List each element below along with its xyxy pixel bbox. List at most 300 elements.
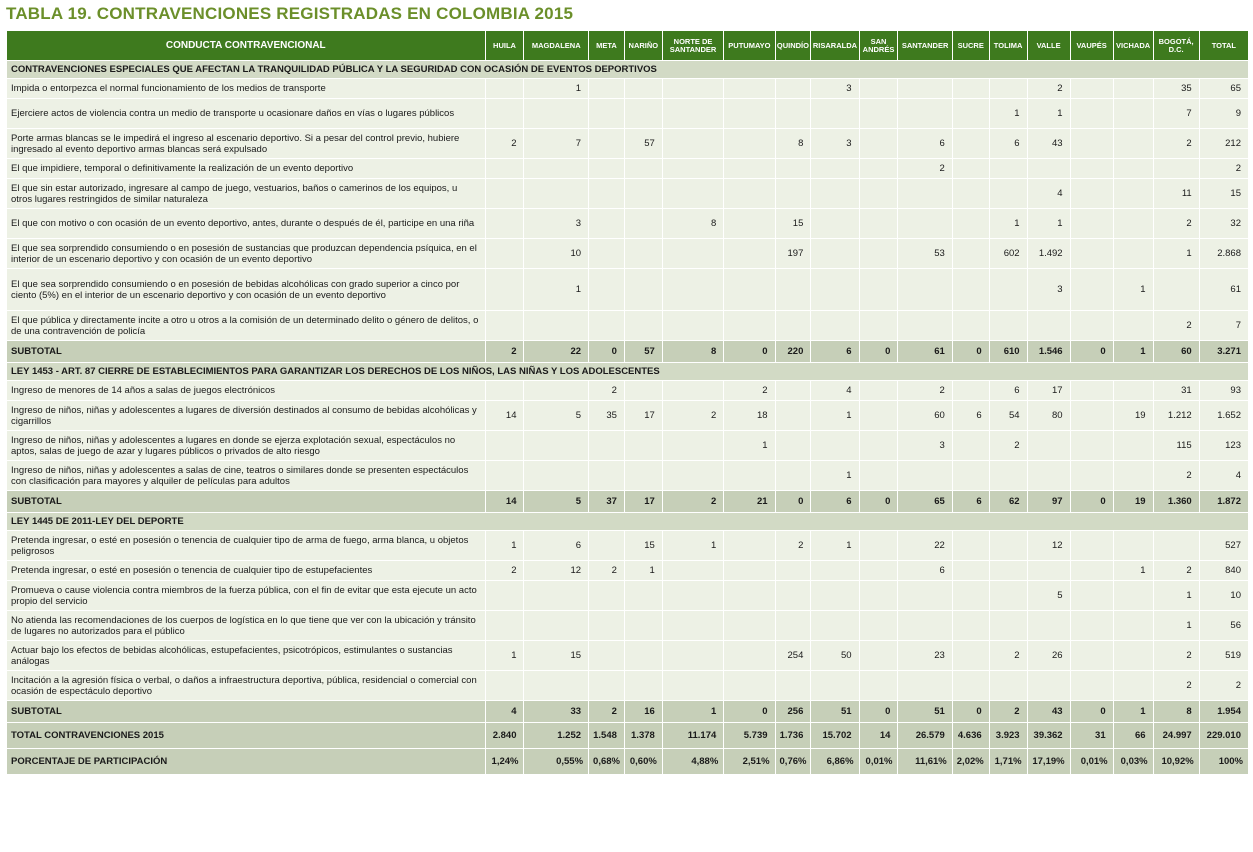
value-cell: 602 [989,239,1027,269]
value-cell: 6 [898,129,952,159]
value-cell [524,581,589,611]
value-cell [775,99,811,129]
value-cell [724,79,775,99]
value-cell [724,461,775,491]
value-cell [1070,461,1113,491]
value-cell [589,671,625,701]
value-cell [952,159,989,179]
value-cell [724,311,775,341]
value-cell: 22 [898,531,952,561]
value-cell [898,269,952,311]
value-cell: 2 [485,561,524,581]
subtotal-cell: 2 [989,701,1027,723]
value-cell: 7 [524,129,589,159]
subtotal-cell: 2 [485,341,524,363]
value-cell: 4 [811,381,859,401]
header-col: TOTAL [1199,31,1248,61]
value-cell [1070,239,1113,269]
value-cell: 2 [724,381,775,401]
subtotal-label: SUBTOTAL [7,341,486,363]
table-row [7,671,1249,701]
total-row-cell: 14 [859,723,898,749]
value-cell [811,159,859,179]
percent-row-cell: 0,01% [1070,749,1113,775]
subtotal-cell: 0 [859,341,898,363]
subtotal-cell: 5 [524,491,589,513]
table-row [7,611,1249,641]
value-cell: 2 [1153,671,1199,701]
value-cell [1113,179,1153,209]
value-cell [1113,129,1153,159]
value-cell [662,671,723,701]
value-cell [1027,159,1070,179]
value-cell [1070,99,1113,129]
value-cell [989,159,1027,179]
value-cell [1070,311,1113,341]
value-cell [898,611,952,641]
percent-row-cell: 0,01% [859,749,898,775]
value-cell: 35 [589,401,625,431]
value-cell [485,209,524,239]
subtotal-cell: 65 [898,491,952,513]
value-cell [624,461,662,491]
value-cell: 15 [1199,179,1248,209]
percent-row-cell: 4,88% [662,749,723,775]
value-cell [485,431,524,461]
value-cell [811,99,859,129]
value-cell: 8 [662,209,723,239]
value-cell [859,239,898,269]
value-cell: 3 [811,129,859,159]
value-cell [811,179,859,209]
row-label: Porte armas blancas se le impedirá el ingreso al escenario deportivo. Si a pesar del control previo, hubiere ingresado al evento deportivo armas blancas será expulsado [7,129,486,159]
value-cell: 1 [1153,611,1199,641]
value-cell [589,209,625,239]
subtotal-cell: 1.546 [1027,341,1070,363]
value-cell: 15 [775,209,811,239]
value-cell: 5 [524,401,589,431]
value-cell [589,431,625,461]
value-cell [624,269,662,311]
value-cell: 3 [898,431,952,461]
value-cell [662,381,723,401]
value-cell: 2 [485,129,524,159]
subtotal-cell: 1 [1113,341,1153,363]
value-cell [952,99,989,129]
value-cell [859,461,898,491]
value-cell [898,79,952,99]
value-cell [989,79,1027,99]
value-cell: 6 [989,129,1027,159]
value-cell: 2 [589,381,625,401]
value-cell [662,641,723,671]
value-cell [485,311,524,341]
value-cell [624,671,662,701]
table-row [7,381,1249,401]
header-col: SUCRE [952,31,989,61]
value-cell [952,209,989,239]
value-cell [662,581,723,611]
percent-row-cell: 0,76% [775,749,811,775]
value-cell: 19 [1113,401,1153,431]
value-cell [1113,239,1153,269]
value-cell [1113,641,1153,671]
value-cell [898,581,952,611]
subtotal-cell: 0 [775,491,811,513]
row-label: Actuar bajo los efectos de bebidas alcohólicas, estupefacientes, psicotrópicos, estimulantes o sustancias análogas [7,641,486,671]
value-cell: 57 [624,129,662,159]
section-title: LEY 1453 - ART. 87 CIERRE DE ESTABLECIMIENTOS PARA GARANTIZAR LOS DERECHOS DE LOS NIÑOS, LAS NIÑAS Y LOS ADOLESCENTES [7,363,1249,381]
subtotal-cell: 37 [589,491,625,513]
total-row-cell: 11.174 [662,723,723,749]
value-cell: 527 [1199,531,1248,561]
row-label: Pretenda ingresar, o esté en posesión o tenencia de cualquier tipo de estupefacientes [7,561,486,581]
percent-row [7,749,1249,775]
value-cell [859,311,898,341]
value-cell [1070,79,1113,99]
value-cell [775,311,811,341]
subtotal-cell: 8 [1153,701,1199,723]
header-col: VICHADA [1113,31,1153,61]
value-cell: 2 [1199,159,1248,179]
value-cell [724,531,775,561]
value-cell [1153,269,1199,311]
value-cell [1027,461,1070,491]
value-cell [775,159,811,179]
value-cell: 53 [898,239,952,269]
value-cell: 12 [524,561,589,581]
header-col: MAGDALENA [524,31,589,61]
percent-row-cell: 1,24% [485,749,524,775]
value-cell [1113,581,1153,611]
value-cell [485,461,524,491]
value-cell: 115 [1153,431,1199,461]
value-cell: 1 [811,461,859,491]
value-cell [662,129,723,159]
total-row-cell: 1.548 [589,723,625,749]
value-cell: 1 [1153,581,1199,611]
value-cell [485,179,524,209]
value-cell [724,239,775,269]
value-cell: 1 [1113,561,1153,581]
value-cell: 1 [485,531,524,561]
subtotal-cell: 19 [1113,491,1153,513]
value-cell [485,581,524,611]
value-cell: 2 [1153,129,1199,159]
subtotal-cell: 1.360 [1153,491,1199,513]
value-cell [859,209,898,239]
subtotal-cell: 8 [662,341,723,363]
value-cell [624,611,662,641]
value-cell [724,159,775,179]
subtotal-row [7,341,1249,363]
value-cell [589,581,625,611]
value-cell [952,431,989,461]
value-cell [589,79,625,99]
value-cell [662,611,723,641]
value-cell [485,79,524,99]
value-cell [775,179,811,209]
subtotal-cell: 3.271 [1199,341,1248,363]
value-cell [811,431,859,461]
table-row [7,531,1249,561]
value-cell [1113,531,1153,561]
subtotal-cell: 97 [1027,491,1070,513]
value-cell: 31 [1153,381,1199,401]
value-cell [859,531,898,561]
value-cell [1070,531,1113,561]
header-col: HUILA [485,31,524,61]
value-cell [1113,99,1153,129]
table-row [7,461,1249,491]
value-cell [485,159,524,179]
value-cell: 6 [898,561,952,581]
table-row [7,239,1249,269]
value-cell: 14 [485,401,524,431]
total-row-cell: 2.840 [485,723,524,749]
value-cell [662,159,723,179]
value-cell [524,431,589,461]
subtotal-cell: 4 [485,701,524,723]
value-cell [624,159,662,179]
value-cell [859,99,898,129]
subtotal-cell: 43 [1027,701,1070,723]
total-row-cell: 4.636 [952,723,989,749]
table-row [7,99,1249,129]
value-cell [811,561,859,581]
value-cell [859,401,898,431]
table-body [7,61,1249,775]
table-row [7,401,1249,431]
value-cell: 9 [1199,99,1248,129]
total-row-cell: 31 [1070,723,1113,749]
subtotal-cell: 220 [775,341,811,363]
value-cell [1070,129,1113,159]
value-cell: 840 [1199,561,1248,581]
value-cell [589,129,625,159]
value-cell: 26 [1027,641,1070,671]
value-cell [589,99,625,129]
value-cell: 7 [1153,99,1199,129]
value-cell [775,671,811,701]
value-cell: 10 [1199,581,1248,611]
total-row-cell: 1.378 [624,723,662,749]
row-label: Impida o entorpezca el normal funcionamiento de los medios de transporte [7,79,486,99]
value-cell [952,611,989,641]
table-row [7,79,1249,99]
value-cell [1027,671,1070,701]
value-cell [1070,381,1113,401]
value-cell [524,611,589,641]
value-cell [1070,179,1113,209]
value-cell: 1 [624,561,662,581]
value-cell: 1 [1027,99,1070,129]
header-col: META [589,31,625,61]
value-cell: 1 [524,79,589,99]
value-cell: 519 [1199,641,1248,671]
row-label: Pretenda ingresar, o esté en posesión o tenencia de cualquier tipo de arma de fuego, arma blanca, u objetos peligrosos [7,531,486,561]
subtotal-row [7,491,1249,513]
value-cell [524,381,589,401]
value-cell [524,99,589,129]
value-cell: 1 [811,401,859,431]
header-col: BOGOTÁ, D.C. [1153,31,1199,61]
value-cell [775,381,811,401]
value-cell: 3 [811,79,859,99]
value-cell: 2 [1027,79,1070,99]
subtotal-cell: 0 [1070,341,1113,363]
value-cell: 11 [1153,179,1199,209]
value-cell: 60 [898,401,952,431]
value-cell: 61 [1199,269,1248,311]
value-cell [624,431,662,461]
value-cell [1070,671,1113,701]
section-header-row [7,363,1249,381]
value-cell [1113,311,1153,341]
value-cell [989,611,1027,641]
table-title: TABLA 19. CONTRAVENCIONES REGISTRADAS EN COLOMBIA 2015 [6,4,574,23]
value-cell [724,561,775,581]
value-cell: 1 [1113,269,1153,311]
subtotal-cell: 17 [624,491,662,513]
value-cell [775,79,811,99]
total-row-cell: 5.739 [724,723,775,749]
value-cell [624,381,662,401]
percent-row-cell: 0,68% [589,749,625,775]
subtotal-cell: 33 [524,701,589,723]
value-cell [811,581,859,611]
subtotal-cell: 51 [898,701,952,723]
value-cell: 8 [775,129,811,159]
value-cell [724,99,775,129]
subtotal-cell: 1.872 [1199,491,1248,513]
value-cell [859,431,898,461]
total-row-cell: 15.702 [811,723,859,749]
value-cell [624,99,662,129]
value-cell: 4 [1027,179,1070,209]
subtotal-cell: 1.954 [1199,701,1248,723]
total-row-cell: 1.252 [524,723,589,749]
value-cell: 56 [1199,611,1248,641]
row-label: Ingreso de menores de 14 años a salas de juegos electrónicos [7,381,486,401]
value-cell: 2 [589,561,625,581]
contravenciones-table [6,30,1249,775]
value-cell [775,561,811,581]
subtotal-cell: 1 [1113,701,1153,723]
value-cell [952,581,989,611]
value-cell: 2 [1199,671,1248,701]
value-cell [524,179,589,209]
subtotal-cell: 6 [811,491,859,513]
value-cell [1153,159,1199,179]
table-row [7,179,1249,209]
value-cell: 1.652 [1199,401,1248,431]
value-cell [859,641,898,671]
value-cell: 2 [898,159,952,179]
table-row [7,159,1249,179]
value-cell [952,561,989,581]
value-cell: 1.492 [1027,239,1070,269]
value-cell: 2 [1153,561,1199,581]
value-cell [724,209,775,239]
value-cell [1113,159,1153,179]
subtotal-cell: 0 [724,341,775,363]
header-col: NORTE DE SANTANDER [662,31,723,61]
header-row [7,31,1249,61]
subtotal-cell: 22 [524,341,589,363]
value-cell [662,179,723,209]
percent-row-cell: 0,03% [1113,749,1153,775]
value-cell [1070,581,1113,611]
value-cell [898,671,952,701]
value-cell [724,179,775,209]
value-cell: 1.212 [1153,401,1199,431]
value-cell [589,239,625,269]
value-cell [859,561,898,581]
value-cell [952,129,989,159]
value-cell [662,239,723,269]
subtotal-label: SUBTOTAL [7,701,486,723]
total-row-cell: 24.997 [1153,723,1199,749]
value-cell [989,179,1027,209]
value-cell: 17 [624,401,662,431]
percent-row-cell: 0,60% [624,749,662,775]
value-cell [989,269,1027,311]
value-cell [898,99,952,129]
value-cell: 3 [524,209,589,239]
subtotal-cell: 60 [1153,341,1199,363]
value-cell [952,381,989,401]
percent-row-cell: 2,02% [952,749,989,775]
value-cell [859,179,898,209]
total-row-label: TOTAL CONTRAVENCIONES 2015 [7,723,486,749]
value-cell [1113,209,1153,239]
table-row [7,581,1249,611]
header-col: TOLIMA [989,31,1027,61]
value-cell [952,461,989,491]
value-cell [811,671,859,701]
value-cell [662,461,723,491]
value-cell: 7 [1199,311,1248,341]
value-cell [624,239,662,269]
value-cell [1113,431,1153,461]
value-cell [485,611,524,641]
subtotal-cell: 21 [724,491,775,513]
value-cell [811,209,859,239]
value-cell [952,531,989,561]
subtotal-cell: 6 [952,491,989,513]
value-cell [898,209,952,239]
value-cell: 2 [989,641,1027,671]
header-conduct: CONDUCTA CONTRAVENCIONAL [7,31,486,61]
value-cell [624,209,662,239]
table-row [7,209,1249,239]
value-cell [724,641,775,671]
value-cell [775,461,811,491]
value-cell [589,311,625,341]
value-cell [524,461,589,491]
value-cell [989,531,1027,561]
value-cell: 15 [624,531,662,561]
value-cell [662,561,723,581]
value-cell: 2 [1153,461,1199,491]
value-cell [898,179,952,209]
total-row-cell: 66 [1113,723,1153,749]
subtotal-cell: 61 [898,341,952,363]
total-row-cell: 26.579 [898,723,952,749]
value-cell [989,461,1027,491]
value-cell [724,129,775,159]
